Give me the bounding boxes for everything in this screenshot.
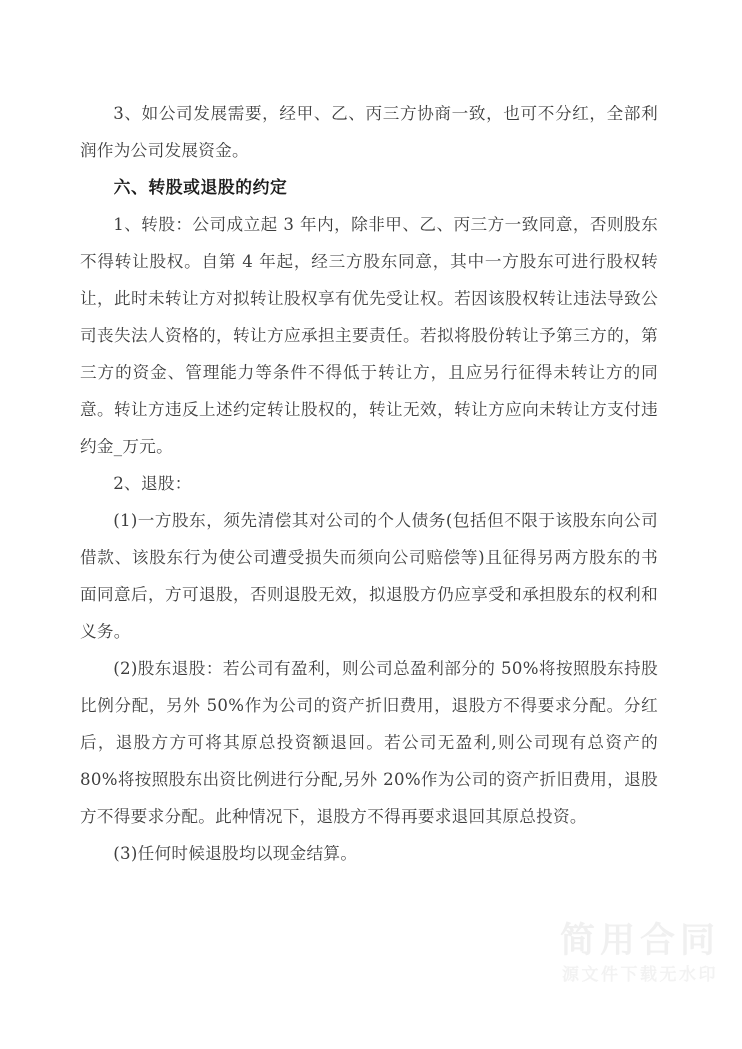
watermark-brand-text: 简用合同 <box>559 921 720 961</box>
paragraph-withdrawal-item-2: (2)股东退股：若公司有盈利，则公司总盈利部分的 50%将按照股东持股比例分配，另外 50%作为公司的资产折旧费用，退股方不得要求分配。分红后，退股方方可将其原总投资额退回。若公司无盈利,则公司现有总资产的 80%将按照股东出资比例进行分配,另外 20%作为公司的资产折旧费用，退股方不得要求分配。此种情况下，退股方不得再要求退回其原总投资。 <box>80 659 658 826</box>
watermark <box>560 919 720 987</box>
document-body <box>80 0 658 872</box>
watermark-subtitle-text: 源文件下载无水印 <box>561 965 718 985</box>
paragraph-withdrawal-item-1: (1)一方股东，须先清偿其对公司的个人债务(包括但不限于该股东向公司借款、该股东行为使公司遭受损失而须向公司赔偿等)且征得另两方股东的书面同意后，方可退股，否则退股无效，拟退股方仍应享受和承担股东的权利和义务。 <box>80 511 658 641</box>
paragraph-profit-distribution: 3、如公司发展需要，经甲、乙、丙三方协商一致，也可不分红，全部利润作为公司发展资金。 <box>80 104 658 160</box>
paragraph-withdrawal-item-3: (3)任何时候退股均以现金结算。 <box>113 844 358 863</box>
section-heading-six: 六、转股或退股的约定 <box>113 177 288 197</box>
paragraph-withdrawal-title: 2、退股： <box>113 474 192 493</box>
paragraph-share-transfer: 1、转股：公司成立起 3 年内，除非甲、乙、丙三方一致同意，否则股东不得转让股权。自第 4 年起，经三方股东同意，其中一方股东可进行股权转让，此时未转让方对拟转让股权享有优先受让权。若因该股权转让违法导致公司丧失法人资格的，转让方应承担主要责任。若拟将股份转让予第三方的，第三方的资金、管理能力等条件不得低于转让方，且应另行征得未转让方的同意。转让方违反上述约定转让股权的，转让无效，转让方应向未转让方支付违约金_万元。 <box>80 215 658 456</box>
top-margin-spacer <box>80 0 658 95</box>
